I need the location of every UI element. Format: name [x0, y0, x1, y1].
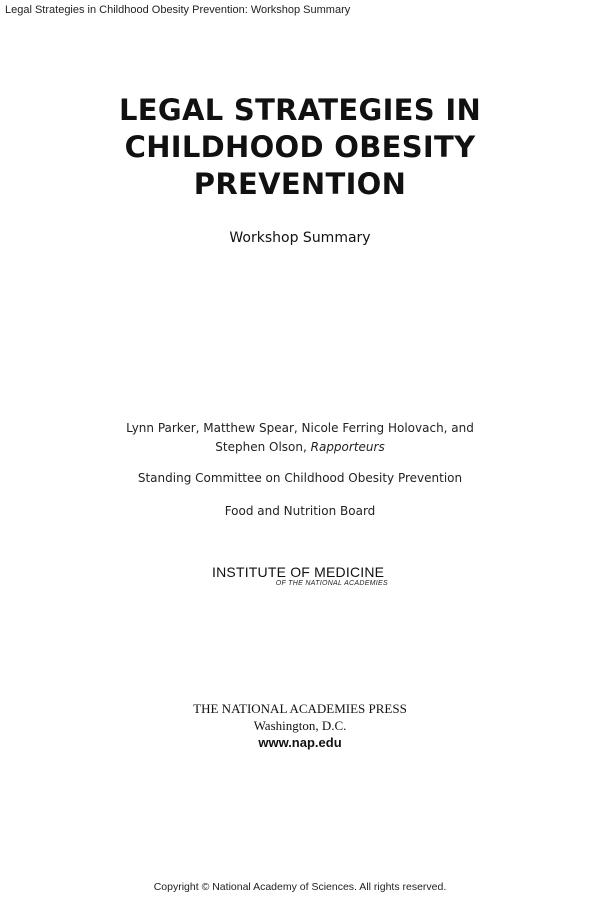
book-subtitle: Workshop Summary [229, 230, 371, 246]
institute-name: INSTITUTE OF MEDICINE [212, 564, 385, 580]
book-title [0, 92, 600, 203]
authors [0, 419, 600, 457]
institute-logo [212, 564, 412, 587]
authors-role: Rapporteurs [310, 440, 385, 454]
authors-line-1: Lynn Parker, Matthew Spear, Nicole Ferring Holovach, and [126, 421, 474, 435]
publisher-block [0, 700, 600, 751]
publisher-city: Washington, D.C. [253, 718, 347, 733]
title-line-3: PREVENTION [193, 167, 407, 201]
copyright-footer: Copyright © National Academy of Sciences. All rights reserved. [153, 881, 447, 893]
running-header: Legal Strategies in Childhood Obesity Prevention: Workshop Summary [5, 4, 351, 16]
title-line-1: LEGAL STRATEGIES IN [118, 93, 482, 127]
committee-name: Standing Committee on Childhood Obesity Prevention [137, 471, 463, 485]
title-line-2: CHILDHOOD OBESITY [124, 130, 476, 164]
publisher-url[interactable]: www.nap.edu [258, 735, 342, 750]
publisher-name: THE NATIONAL ACADEMIES PRESS [193, 701, 407, 716]
board-name: Food and Nutrition Board [224, 504, 376, 518]
authors-names: Stephen Olson, [215, 440, 311, 454]
institute-subtitle: OF THE NATIONAL ACADEMIES [275, 580, 388, 587]
authors-line-2 [0, 438, 600, 457]
